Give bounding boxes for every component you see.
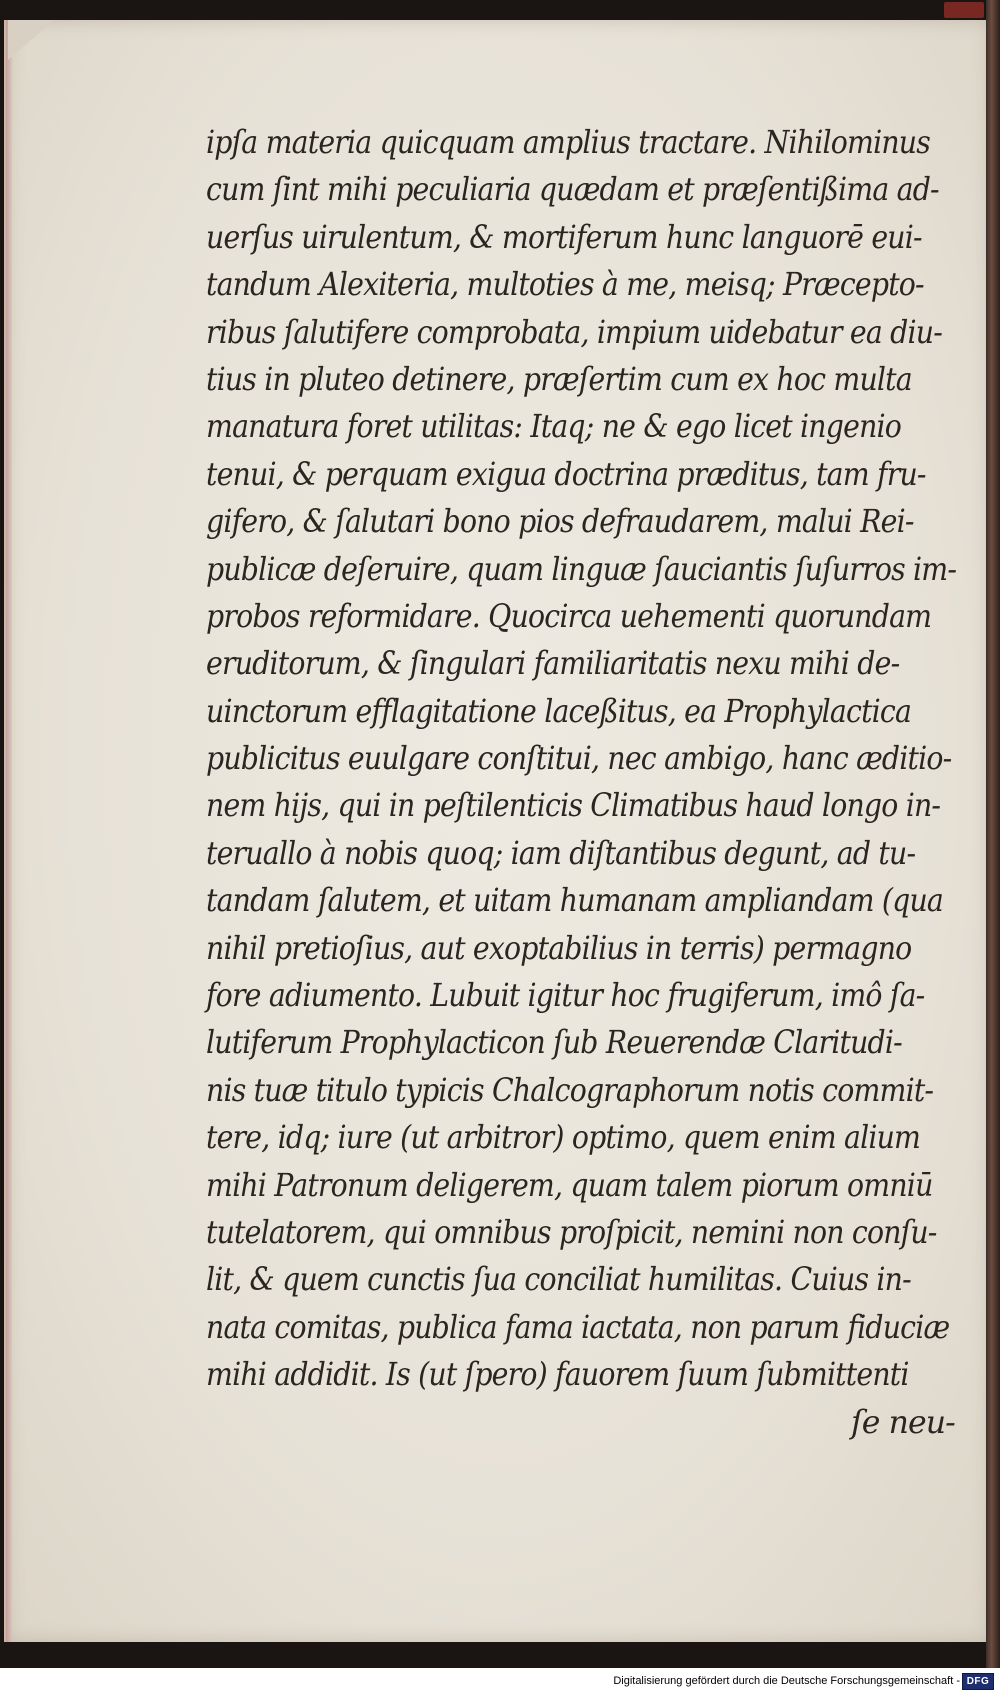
text-line: tius in pluteo detinere, præſertim cum ex hoc multa (206, 361, 912, 398)
catchword: ſe neu- (851, 1404, 955, 1441)
text-line: lutiferum Prophylacticon ſub Reuerendæ Claritudi- (206, 1025, 902, 1062)
corner-fold (8, 20, 54, 60)
text-line: manatura foret utilitas: Itaq; ne & ego licet ingenio (206, 409, 902, 446)
text-line: eruditorum, & ſingulari familiaritatis nexu mihi de- (206, 646, 900, 683)
text-line: ribus ſalutifere comprobata, impium uidebatur ea diu- (206, 314, 943, 351)
text-line: uinctorum efflagitatione laceßitus, ea Prophylactica (206, 693, 912, 730)
text-line: tutelatorem, qui omnibus proſpicit, nemini non conſu- (206, 1214, 937, 1251)
footer-bar (0, 1668, 1000, 1694)
text-line: publicæ deſeruire, quam linguæ ſauciantis ſuſurros im- (206, 551, 957, 588)
text-block (206, 120, 966, 1447)
text-line: mihi addidit. Is (ut ſpero) fauorem ſuum ſubmittenti (206, 1357, 909, 1394)
text-line: tandum Alexiteria, multoties à me, meisq; Præcepto- (206, 267, 924, 304)
text-line: nihil pretioſius, aut exoptabilius in terris) permagno (206, 930, 912, 967)
text-line: nis tuæ titulo typicis Chalcographorum notis commit- (206, 1072, 934, 1109)
text-line: probos reformidare. Quocirca uehementi quorundam (206, 598, 932, 635)
text-line: publicitus euulgare conſtitui, nec ambigo, hanc æditio- (206, 741, 952, 778)
text-line: uerſus uirulentum, & mortiferum hunc languorē eui- (206, 219, 922, 256)
page-edge-stain (6, 20, 12, 1642)
text-line: nata comitas, publica fama iactata, non parum fiduciæ (206, 1309, 950, 1346)
funding-credit: Digitalisierung gefördert durch die Deutsche Forschungsgemeinschaft - (613, 1675, 960, 1687)
text-line: mihi Patronum deligerem, quam talem piorum omniū (206, 1167, 933, 1204)
text-line: nem hijs, qui in peſtilenticis Climatibus haud longo in- (206, 788, 941, 825)
book-page (4, 20, 990, 1642)
text-line: tere, idq; iure (ut arbitror) optimo, quem enim alium (206, 1120, 921, 1157)
library-stamp-mark (944, 2, 984, 18)
text-line: lit, & quem cunctis ſua conciliat humilitas. Cuius in- (206, 1262, 911, 1299)
text-line: teruallo à nobis quoq; iam diſtantibus degunt, ad tu- (206, 835, 916, 872)
book-spine-edge (986, 0, 1000, 1668)
text-line: tenui, & perquam exigua doctrina præditus, tam fru- (206, 456, 926, 493)
text-line: tandam ſalutem, et uitam humanam ampliandam (qua (206, 883, 944, 920)
text-line: cum ſint mihi peculiaria quædam et præſentißima ad- (206, 172, 939, 209)
text-line: gifero, & ſalutari bono pios defraudarem, malui Rei- (206, 504, 914, 541)
text-line: ipſa materia quicquam amplius tractare. Nihilominus (206, 125, 930, 161)
text-line: fore adiumento. Lubuit igitur hoc frugiferum, imô ſa- (206, 978, 925, 1015)
dfg-logo: DFG (962, 1673, 994, 1690)
